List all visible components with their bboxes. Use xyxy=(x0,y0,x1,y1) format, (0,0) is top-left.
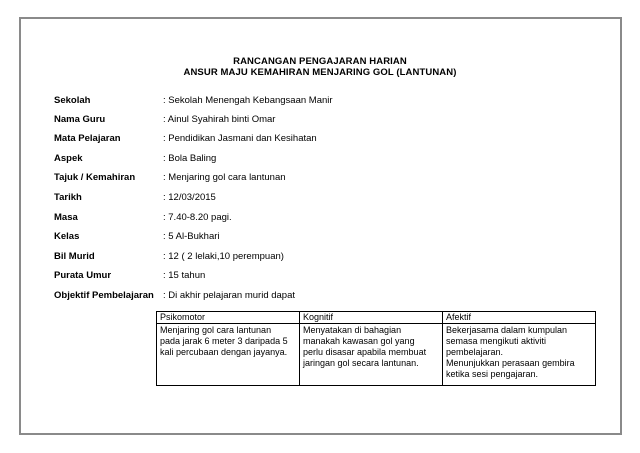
field-label: Aspek xyxy=(54,153,83,164)
cell-kognitif xyxy=(300,324,443,386)
field-value: : Pendidikan Jasmani dan Kesihatan xyxy=(163,133,317,144)
document-title: RANCANGAN PENGAJARAN HARIAN xyxy=(233,56,407,67)
cell-psikomotor xyxy=(157,324,300,386)
field-label: Masa xyxy=(54,212,78,223)
field-label: Purata Umur xyxy=(54,270,112,281)
field-label: Objektif Pembelajaran xyxy=(54,290,154,301)
cell-text: Bekerjasama dalam kumpulan xyxy=(446,325,568,335)
table-row xyxy=(157,324,596,386)
cell-text: semasa mengikuti aktiviti xyxy=(446,336,547,346)
cell-text: manakah kawasan gol yang xyxy=(303,336,415,346)
cell-text: pembelajaran. xyxy=(446,347,504,357)
field-value: : 15 tahun xyxy=(163,270,206,281)
table-header-row xyxy=(157,312,596,324)
field-label: Tajuk / Kemahiran xyxy=(54,172,136,183)
field-value: : Di akhir pelajaran murid dapat xyxy=(163,290,296,301)
objectives-table xyxy=(156,311,596,386)
field-value: : Bola Baling xyxy=(163,153,217,164)
cell-text: Menunjukkan perasaan gembira xyxy=(446,358,575,368)
field-value: : Menjaring gol cara lantunan xyxy=(163,172,286,183)
cell-afektif xyxy=(443,324,596,386)
field-label: Kelas xyxy=(54,231,80,242)
field-label: Nama Guru xyxy=(54,114,106,125)
cell-text: ketika sesi pengajaran. xyxy=(446,369,539,379)
header-psikomotor: Psikomotor xyxy=(157,312,300,324)
field-label: Tarikh xyxy=(54,192,82,203)
header-afektif: Afektif xyxy=(443,312,596,324)
cell-text: pada jarak 6 meter 3 daripada 5 xyxy=(160,336,288,346)
field-value: : 7.40-8.20 pagi. xyxy=(163,212,232,223)
field-value: : Ainul Syahirah binti Omar xyxy=(163,114,276,125)
cell-text: kali percubaan dengan jayanya. xyxy=(160,347,288,357)
header-kognitif: Kognitif xyxy=(300,312,443,324)
field-value: : Sekolah Menengah Kebangsaan Manir xyxy=(163,95,333,106)
field-value: : 12/03/2015 xyxy=(163,192,216,203)
cell-text: perlu disasar apabila membuat xyxy=(303,347,427,357)
cell-text: Menyatakan di bahagian xyxy=(303,325,402,335)
field-label: Mata Pelajaran xyxy=(54,133,121,144)
field-label: Sekolah xyxy=(54,95,91,106)
field-label: Bil Murid xyxy=(54,251,95,262)
field-value: : 5 Al-Bukhari xyxy=(163,231,220,242)
cell-text: Menjaring gol cara lantunan xyxy=(160,325,272,335)
document-subtitle: ANSUR MAJU KEMAHIRAN MENJARING GOL (LANTUNAN) xyxy=(183,67,457,78)
cell-text: jaringan gol secara lantunan. xyxy=(303,358,419,368)
field-value: : 12 ( 2 lelaki,10 perempuan) xyxy=(163,251,284,262)
